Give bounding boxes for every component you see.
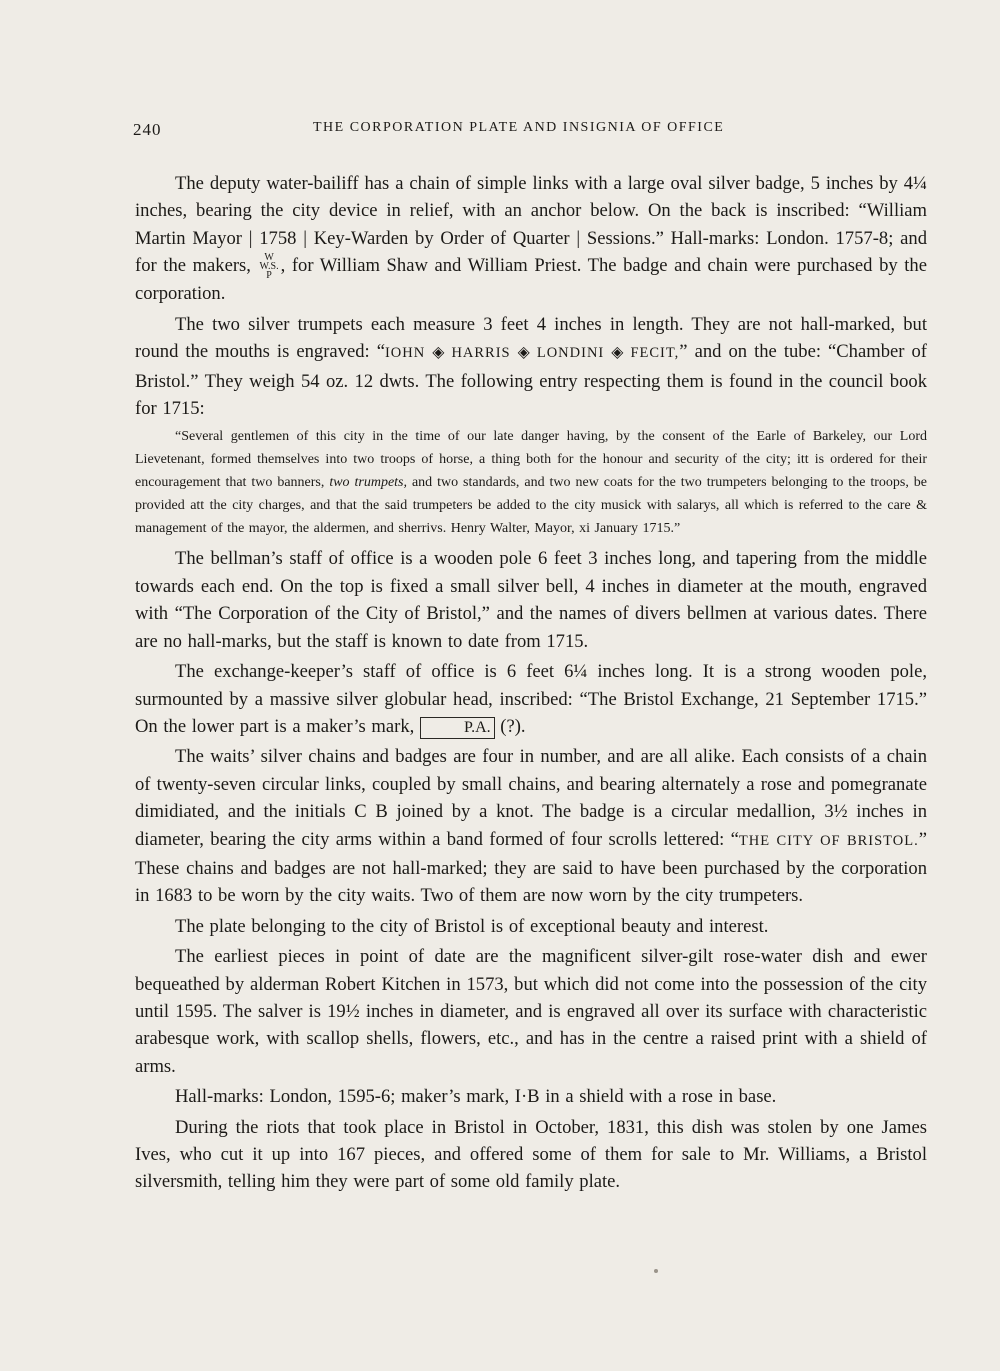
body-text (135, 170, 927, 1199)
mark-bottom: P (266, 270, 272, 282)
running-head (133, 118, 928, 142)
council-book-quotation (135, 425, 927, 540)
paragraph-rose-water-dish: The earliest pieces in point of date are the magnificent silver-gilt rose-water dish and ewer bequeathed by alderman Robert Kitchen in 1573, but which did not come into the possession of the city until 1595. The salver is 19½ inches in diameter, and is engraved all over its surface with characteristic arabesque work, with scallop shells, flowers, etc., and has in the centre a raised print with a shield of arms. (135, 946, 927, 1077)
paragraph-exchange-keeper-staff (135, 658, 927, 740)
paragraph-city-plate: The plate belonging to the city of Bristol is of exceptional beauty and interest. (175, 915, 769, 937)
paragraph-waits-chains (135, 743, 927, 909)
text-segment: The waits’ silver chains and badges are four in number, and are all alike. Each consists of a chain of twenty-seven circular links, coupled by small chains, and bearing alternately a rose and pomegranate dimidiated, and the initials C B joined by a knot. The badge is a circular medallion, 3½ inches in diameter, bearing the city arms within a band formed of four scrolls lettered: “ (135, 746, 927, 850)
paragraph-trumpets (135, 311, 927, 423)
text-segment: The exchange-keeper’s staff of office is 6 feet 6¼ inches long. It is a strong wooden pole, surmounted by a massive silver globular head, inscribed: “The Bristol Exchange, 21 September 1715.” On the lower part is a maker’s mark, (135, 661, 927, 737)
inscription-word: LONDINI (536, 345, 605, 362)
text-segment: (?). (500, 715, 526, 737)
inscription-word: FECIT, (630, 345, 680, 362)
paragraph-hall-marks: Hall-marks: London, 1595-6; maker’s mark, I·B in a shield with a rose in base. (175, 1086, 777, 1108)
text-segment: The two silver trumpets each measure 3 feet 4 inches in length. They are not hall-marked, but round the mouths is engraved: “ (135, 313, 927, 363)
diamond-ornament: ◈ (611, 344, 624, 362)
text-segment: The deputy water-bailiff has a chain of simple links with a large oval silver badge, 5 inches by 4¼ inches, bearing the city device in relief, with an anchor below. On the back is inscribed: “William Martin Mayor | 1758 | Key-Warden by Order of Quarter | Sessions.” Hall-marks: London. 1757-8; and for the makers, (135, 173, 927, 277)
running-title: THE CORPORATION PLATE AND INSIGNIA OF OFFICE (313, 120, 725, 135)
makers-mark-ws (260, 253, 279, 280)
text-segment: ” These chains and badges are not hall-marked; they are said to have been purchased by the corporation in 1683 to be worn by the city waits. Two of them are now worn by the city trumpeters. (135, 828, 927, 907)
inscription-word: IOHN (384, 345, 426, 362)
paragraph-riots: During the riots that took place in Bristol in October, 1831, this dish was stolen by one James Ives, who cut it up into 167 pieces, and offered some of them for sale to Mr. Williams, a Bristol silversmith, telling him they were part of some old family plate. (135, 1116, 927, 1193)
makers-mark-pa: P.A. (420, 717, 495, 739)
text-segment: “Several gentlemen of this city in the time of our late danger having, by the consent of the Earle of Barkeley, our Lord Lievetenant, formed themselves into two troops of horse, a thing both for the honour and security of the city; itt is ordered for their encouragement that two banners, (135, 429, 927, 491)
scroll-lettering: THE CITY OF BRISTOL. (738, 832, 919, 849)
diamond-ornament: ◈ (517, 344, 530, 362)
text-segment: ” and on the tube: “Chamber of Bristol.” They weigh 54 oz. 12 dwts. The following entry respecting them is found in the council book for 1715: (135, 341, 927, 420)
text-segment: and two standards, and two new coats for the two trumpeters belonging to the troops, be provided att the city charges, and that the said trumpeters be added to the city musick with salarys, all which is referred to the care & management of the mayor, the aldermen, and sherrivs. Henry Walter, Mayor, xi January 1715.” (135, 475, 928, 537)
paragraph-deputy-water-bailiff (135, 170, 927, 308)
mark-middle: W.S. (259, 261, 279, 273)
page-number: 240 (133, 120, 162, 139)
paragraph-bellman-staff: The bellman’s staff of office is a wooden pole 6 feet 3 inches long, and tapering from the middle towards each end. On the top is fixed a small silver bell, 4 inches in diameter at the mouth, engraved with “The Corporation of the City of Bristol,” and the names of divers bellmen at various dates. There are no hall-marks, but the staff is known to date from 1715. (135, 548, 927, 652)
paper-speck (654, 1269, 658, 1273)
diamond-ornament: ◈ (432, 344, 445, 362)
mark-top: W (264, 252, 274, 264)
text-segment: , for William Shaw and William Priest. The badge and chain were purchased by the corporation. (135, 255, 927, 305)
inscription-word: HARRIS (451, 345, 511, 362)
italic-phrase: two trumpets, (329, 475, 407, 491)
